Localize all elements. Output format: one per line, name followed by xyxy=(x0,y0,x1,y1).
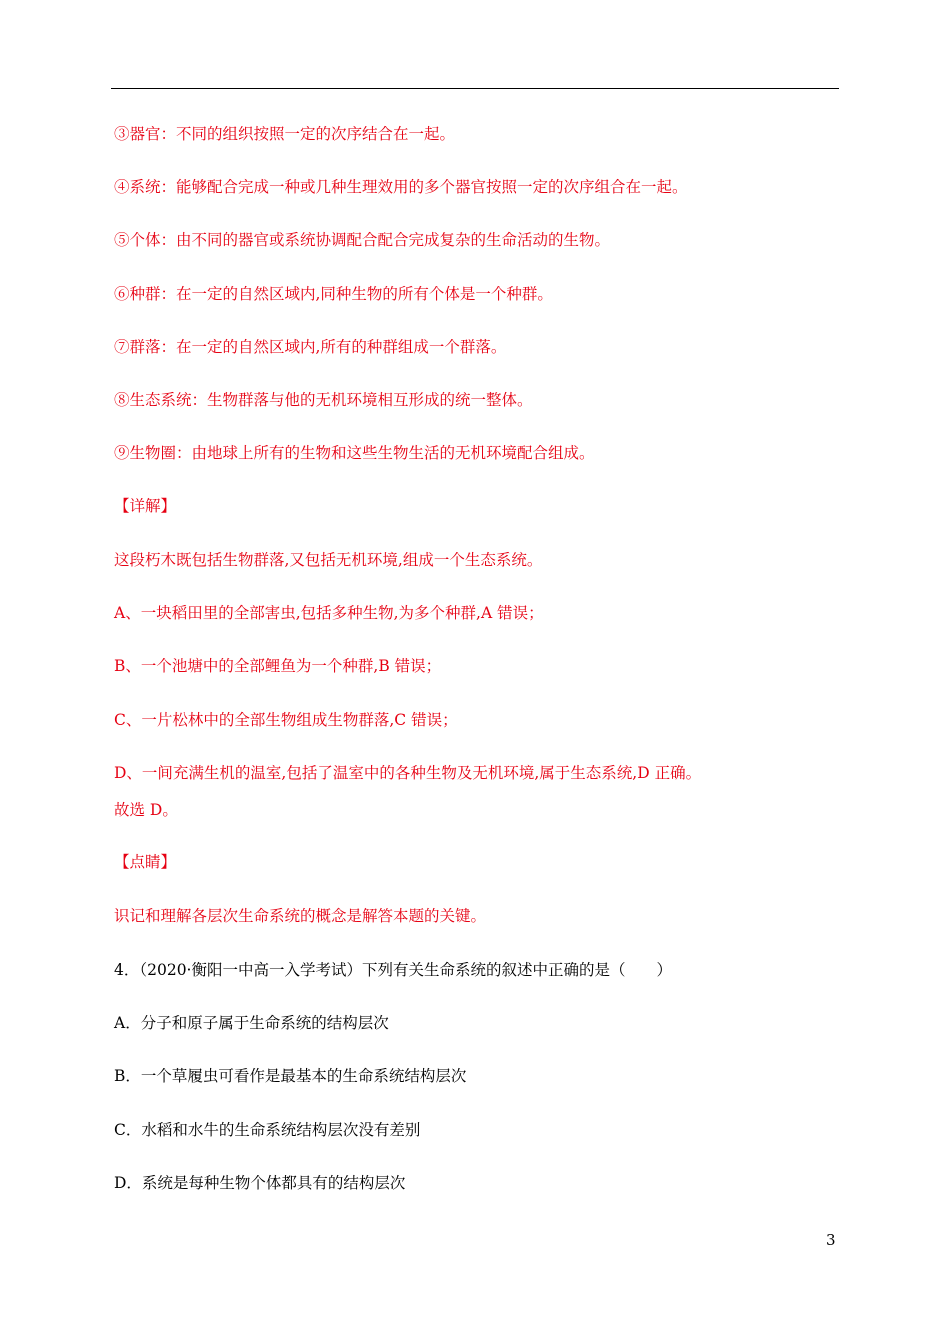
question-option-b: B．一个草履虫可看作是最基本的生命系统结构层次 xyxy=(114,1067,467,1085)
analysis-item-community: ⑦群落：在一定的自然区域内,所有的种群组成一个群落。 xyxy=(114,338,507,356)
tip-heading: 【点睛】 xyxy=(114,853,177,871)
detail-option-b: B、一个池塘中的全部鲤鱼为一个种群,B 错误； xyxy=(114,657,442,675)
page-number: 3 xyxy=(826,1231,836,1249)
analysis-item-organ: ③器官：不同的组织按照一定的次序结合在一起。 xyxy=(114,125,456,143)
analysis-item-ecosystem: ⑧生态系统：生物群落与他的无机环境相互形成的统一整体。 xyxy=(114,391,533,409)
analysis-item-population: ⑥种群：在一定的自然区域内,同种生物的所有个体是一个种群。 xyxy=(114,285,553,303)
detail-conclusion: 故选 D。 xyxy=(114,801,178,819)
analysis-item-individual: ⑤个体：由不同的器官或系统协调配合配合完成复杂的生命活动的生物。 xyxy=(114,231,611,249)
analysis-item-biosphere: ⑨生物圈：由地球上所有的生物和这些生物生活的无机环境配合组成。 xyxy=(114,444,595,462)
detail-option-c: C、一片松林中的全部生物组成生物群落,C 错误； xyxy=(114,711,458,729)
question-option-d: D．系统是每种生物个体都具有的结构层次 xyxy=(114,1174,406,1192)
question-option-a: A．分子和原子属于生命系统的结构层次 xyxy=(114,1014,389,1032)
header-rule xyxy=(111,88,839,89)
tip-text: 识记和理解各层次生命系统的概念是解答本题的关键。 xyxy=(114,907,487,925)
detail-option-a: A、一块稻田里的全部害虫,包括多种生物,为多个种群,A 错误； xyxy=(114,604,544,622)
detail-heading: 【详解】 xyxy=(114,497,177,515)
detail-option-d: D、一间充满生机的温室,包括了温室中的各种生物及无机环境,属于生态系统,D 正确。 xyxy=(114,764,702,782)
analysis-item-system: ④系统：能够配合完成一种或几种生理效用的多个器官按照一定的次序组合在一起。 xyxy=(114,178,688,196)
detail-intro: 这段朽木既包括生物群落,又包括无机环境,组成一个生态系统。 xyxy=(114,551,543,569)
question-stem: 4．（2020·衡阳一中高一入学考试）下列有关生命系统的叙述中正确的是（ ） xyxy=(114,961,672,979)
question-option-c: C．水稻和水牛的生命系统结构层次没有差别 xyxy=(114,1121,421,1139)
